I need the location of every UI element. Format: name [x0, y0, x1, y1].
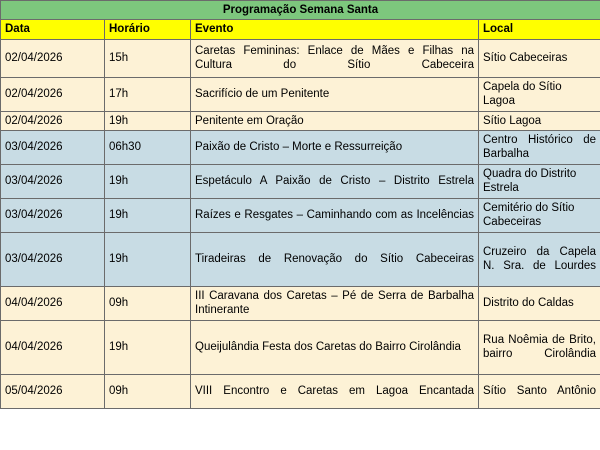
cell-data: 04/04/2026: [1, 320, 105, 374]
cell-horario: 19h: [105, 164, 191, 198]
document-title: Programação Semana Santa: [1, 1, 600, 20]
cell-local: Cemitério do Sítio Cabeceiras: [479, 198, 600, 232]
column-header-evento: Evento: [191, 20, 479, 39]
cell-data: 03/04/2026: [1, 130, 105, 164]
cell-local: Sítio Cabeceiras: [479, 39, 600, 77]
column-header-local: Local: [479, 20, 600, 39]
cell-data: 02/04/2026: [1, 111, 105, 130]
cell-data: 02/04/2026: [1, 77, 105, 111]
cell-evento: Paixão de Cristo – Morte e Ressurreição: [191, 130, 479, 164]
cell-evento: Espetáculo A Paixão de Cristo – Distrito Estrela: [191, 164, 479, 198]
table-row: [1, 111, 600, 130]
cell-data: 03/04/2026: [1, 232, 105, 286]
cell-horario: 17h: [105, 77, 191, 111]
table-row: [1, 198, 600, 232]
table-title-row: [1, 1, 600, 20]
cell-horario: 09h: [105, 374, 191, 408]
cell-data: 05/04/2026: [1, 374, 105, 408]
cell-local: Centro Histórico de Barbalha: [479, 130, 600, 164]
cell-horario: 19h: [105, 232, 191, 286]
table-row: [1, 374, 600, 408]
cell-data: 02/04/2026: [1, 39, 105, 77]
table-row: [1, 130, 600, 164]
cell-horario: 09h: [105, 286, 191, 320]
cell-evento: Queijulândia Festa dos Caretas do Bairro Cirolândia: [191, 320, 479, 374]
cell-horario: 06h30: [105, 130, 191, 164]
cell-local: Rua Noêmia de Brito, bairro Cirolândia: [479, 320, 600, 374]
cell-evento: Penitente em Oração: [191, 111, 479, 130]
cell-data: 04/04/2026: [1, 286, 105, 320]
cell-local: Distrito do Caldas: [479, 286, 600, 320]
cell-local: Sítio Santo Antônio: [479, 374, 600, 408]
column-header-data: Data: [1, 20, 105, 39]
table-row: [1, 286, 600, 320]
cell-evento: III Caravana dos Caretas – Pé de Serra de Barbalha Intinerante: [191, 286, 479, 320]
cell-evento: Sacrifício de um Penitente: [191, 77, 479, 111]
cell-evento: Raízes e Resgates – Caminhando com as Incelências: [191, 198, 479, 232]
cell-data: 03/04/2026: [1, 198, 105, 232]
cell-horario: 19h: [105, 111, 191, 130]
table-row: [1, 164, 600, 198]
cell-evento: VIII Encontro e Caretas em Lagoa Encantada: [191, 374, 479, 408]
cell-horario: 15h: [105, 39, 191, 77]
table-row: [1, 320, 600, 374]
table-row: [1, 39, 600, 77]
table-header-row: [1, 20, 600, 39]
cell-local: Cruzeiro da Capela N. Sra. de Lourdes: [479, 232, 600, 286]
column-header-horario: Horário: [105, 20, 191, 39]
table-row: [1, 77, 600, 111]
cell-horario: 19h: [105, 198, 191, 232]
cell-evento: Tiradeiras de Renovação do Sítio Cabeceiras: [191, 232, 479, 286]
cell-data: 03/04/2026: [1, 164, 105, 198]
table-row: [1, 232, 600, 286]
cell-local: Capela do Sítio Lagoa: [479, 77, 600, 111]
cell-local: Sítio Lagoa: [479, 111, 600, 130]
cell-horario: 19h: [105, 320, 191, 374]
cell-evento: Caretas Femininas: Enlace de Mães e Filhas na Cultura do Sítio Cabeceira: [191, 39, 479, 77]
cell-local: Quadra do Distrito Estrela: [479, 164, 600, 198]
